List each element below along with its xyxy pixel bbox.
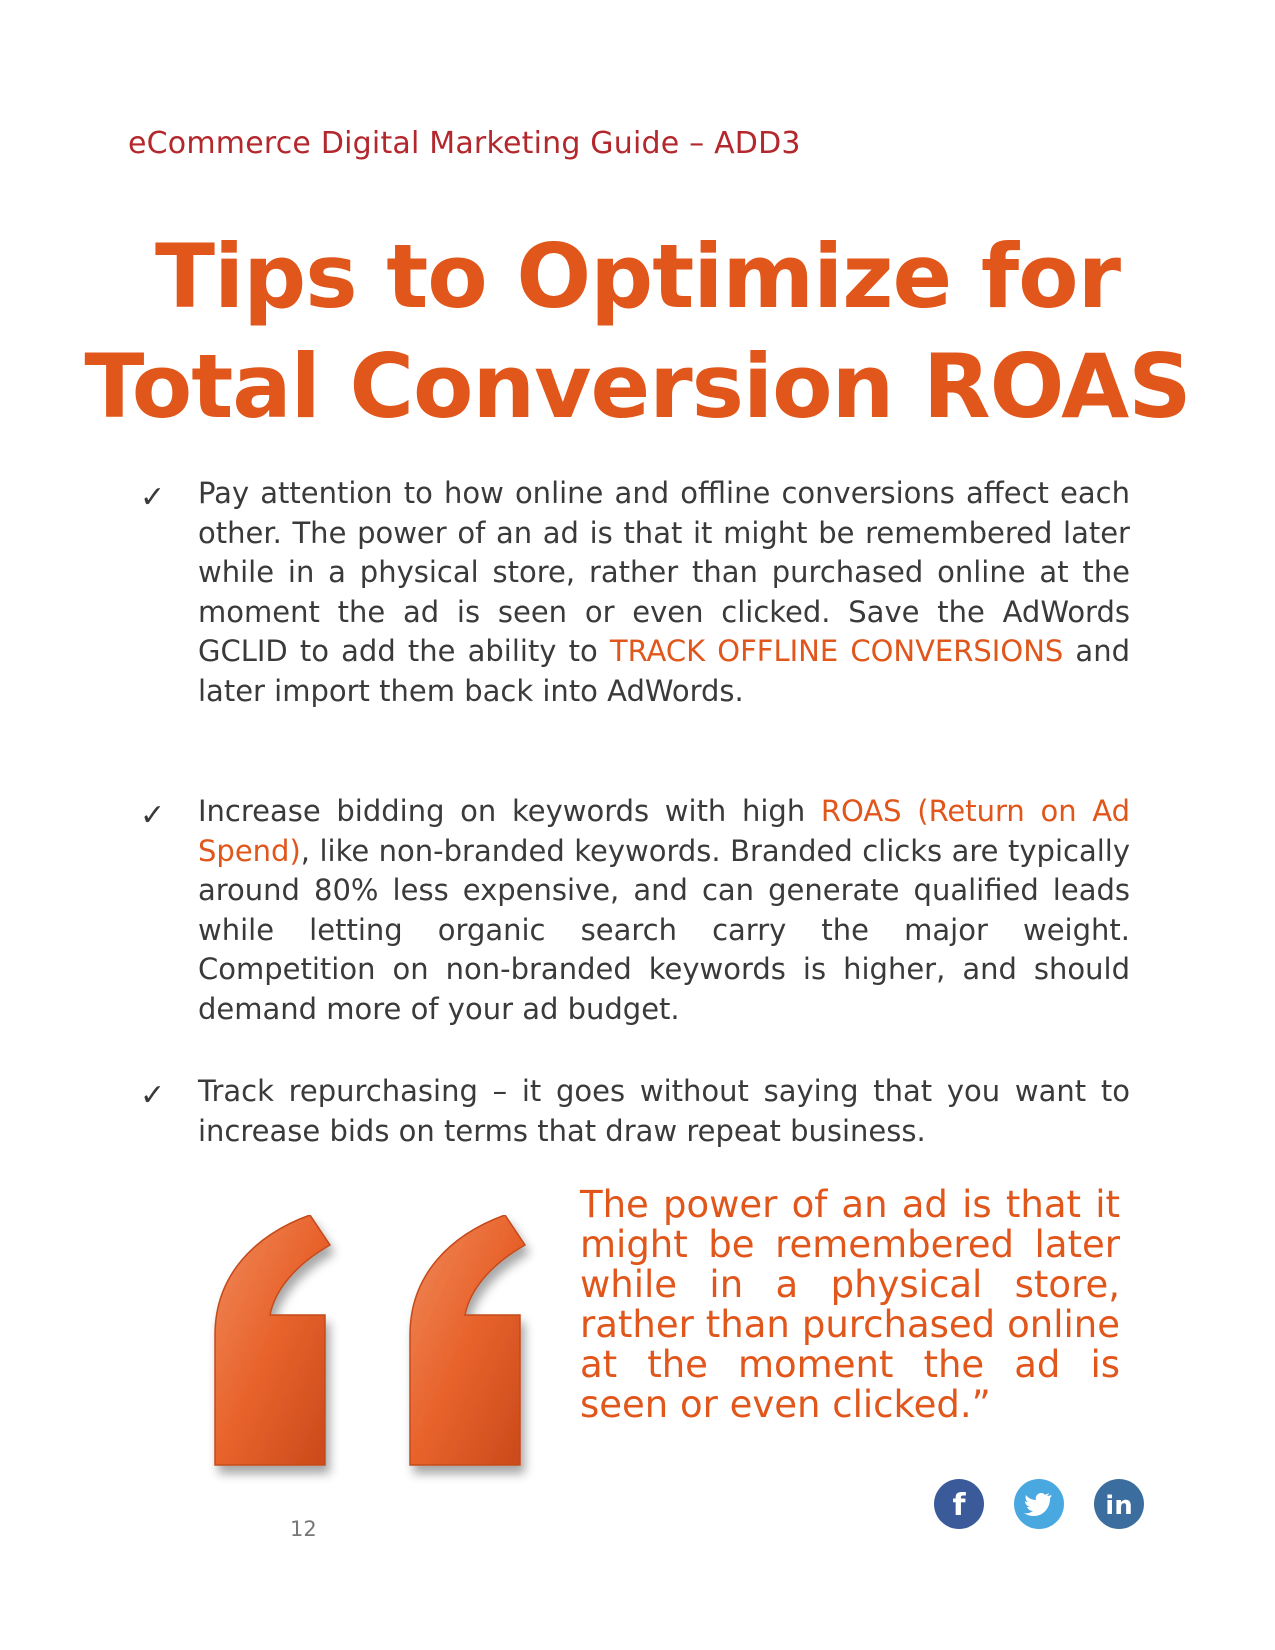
tip-text-part: Pay attention to how online and offline conversions affect each other. The power of an ad is that it might be remembered later while in a physical store, rather than purchased online at the moment the ad is seen or even clicked. Save the AdWords GCLID to add the ability to xyxy=(198,476,1130,668)
tip-text xyxy=(198,792,1130,1029)
facebook-button[interactable] xyxy=(933,1478,985,1530)
quote-marks-icon xyxy=(205,1215,565,1519)
linkedin-icon xyxy=(1093,1478,1145,1530)
pull-quote: The power of an ad is that it might be remembered later while in a physical store, rather than purchased online at the moment the ad is seen or even clicked.” xyxy=(580,1183,1120,1426)
roas-link[interactable]: ROAS (Return on Ad Spend) xyxy=(198,794,1130,868)
document-header: eCommerce Digital Marketing Guide – ADD3 xyxy=(128,126,801,161)
page-title-line-1: Tips to Optimize for xyxy=(155,225,1120,328)
tip-text-part: and later import them back into AdWords. xyxy=(198,634,1130,708)
page-number: 12 xyxy=(290,1517,317,1541)
track-offline-conversions-link[interactable]: TRACK OFFLINE CONVERSIONS xyxy=(609,634,1064,668)
page-title-line-2: Total Conversion ROAS xyxy=(84,335,1191,438)
checkmark-icon: ✓ xyxy=(140,480,166,515)
linkedin-button[interactable] xyxy=(1093,1478,1145,1530)
tip-text-part: Increase bidding on keywords with high xyxy=(198,794,821,828)
svg-text:f: f xyxy=(952,1488,966,1523)
checkmark-icon: ✓ xyxy=(140,798,166,833)
twitter-icon xyxy=(1013,1478,1065,1530)
page-title xyxy=(0,222,1275,442)
tip-text-part: , like non-branded keywords. Branded clicks are typically around 80% less expensive, and can generate qualified leads while letting organic search carry the major weight. Competition on non-branded keywords is higher, and should demand more of your ad budget. xyxy=(198,833,1130,1026)
tip-text-part: Track repurchasing – it goes without saying that you want to increase bids on terms that draw repeat business. xyxy=(198,1074,1130,1148)
checkmark-icon: ✓ xyxy=(140,1078,166,1113)
tip-text xyxy=(198,474,1130,711)
tip-text xyxy=(198,1072,1130,1151)
facebook-icon xyxy=(933,1478,985,1530)
svg-text:in: in xyxy=(1105,1491,1133,1521)
twitter-button[interactable] xyxy=(1013,1478,1065,1530)
